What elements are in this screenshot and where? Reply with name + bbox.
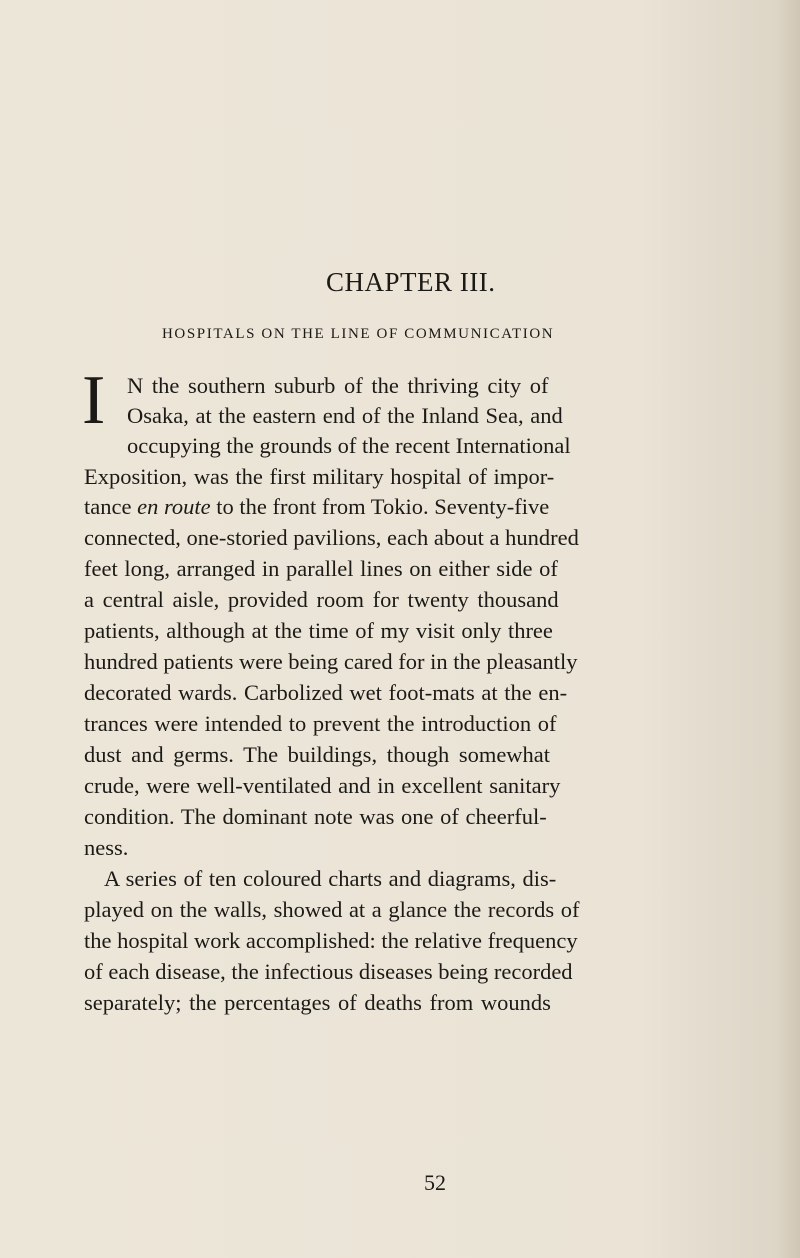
text-segment: tance [84, 494, 138, 519]
text-line: played on the walls, showed at a glance the records of [84, 897, 580, 922]
chapter-subtitle: HOSPITALS ON THE LINE OF COMMUNICATION [162, 326, 555, 342]
text-line: connected, one-storied pavilions, each about a hundred [84, 525, 579, 550]
text-line: feet long, arranged in parallel lines on either side of [84, 556, 558, 581]
text-line: decorated wards. Carbolized wet foot-mats at the en- [84, 680, 568, 705]
text-line: condition. The dominant note was one of cheerful- [84, 804, 547, 829]
text-line: of each disease, the infectious diseases being recorded [84, 959, 573, 984]
text-line: hundred patients were being cared for in the pleasantly [84, 649, 578, 674]
drop-cap: I [82, 362, 106, 439]
text-line: crude, were well-ventilated and in excellent sanitary [84, 773, 561, 798]
text-line: the hospital work accomplished: the relative frequency [84, 928, 578, 953]
text-line: A series of ten coloured charts and diagrams, dis- [104, 866, 557, 891]
page-number: 52 [424, 1170, 446, 1195]
text-line: trances were intended to prevent the introduction of [84, 711, 557, 736]
text-line: separately; the percentages of deaths from wounds [84, 990, 551, 1015]
text-line [84, 492, 549, 522]
italic-phrase: en route [137, 494, 211, 519]
text-line: occupying the grounds of the recent International [127, 433, 571, 458]
text-line: Osaka, at the eastern end of the Inland Sea, and [127, 403, 563, 428]
text-line: dust and germs. The buildings, though somewhat [84, 742, 551, 767]
text-line: Exposition, was the first military hospital of impor- [84, 464, 555, 489]
text-line: a central aisle, provided room for twenty thousand [84, 587, 559, 612]
text-segment: to the front from Tokio. Seventy-five [210, 494, 550, 519]
text-line: patients, although at the time of my visit only three [84, 618, 553, 643]
text-line: N the southern suburb of the thriving city of [127, 373, 549, 398]
chapter-title: CHAPTER III. [326, 267, 496, 297]
text-line: ness. [84, 835, 129, 860]
